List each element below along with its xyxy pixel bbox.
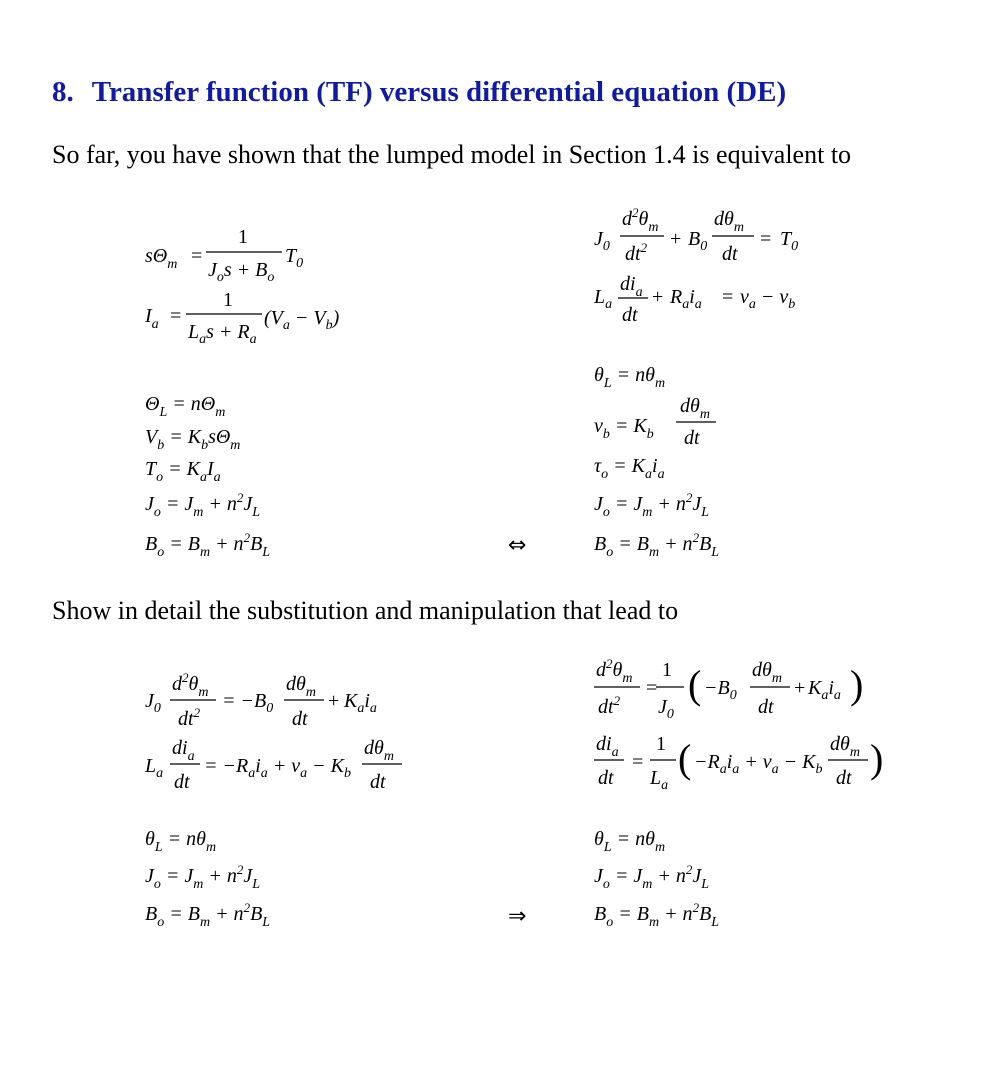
svg-text:): ) <box>870 736 884 781</box>
svg-text:vb = Kb: $v_b = K_b$ <box>594 415 654 442</box>
svg-text:T0: $T_0$ <box>780 228 799 254</box>
svg-text:+: + <box>652 286 664 308</box>
svg-text:La: $L_a$ <box>145 755 164 781</box>
svg-text:To = KaIa: $T_o = K_aI_a$ <box>145 458 221 485</box>
svg-text:dia: $di_a$ <box>620 273 643 300</box>
svg-text:dθm: $d\theta_m$ <box>364 737 394 764</box>
section-number: 8. <box>52 76 74 108</box>
derived-de-right <box>594 656 883 930</box>
svg-text:La: $L_a$ <box>650 767 669 793</box>
svg-text:Jos + Bo: $J_os + B_o$ <box>208 259 275 285</box>
svg-text:dθm: $d\theta_m$ <box>286 673 316 700</box>
svg-text:dia: $di_a$ <box>596 733 619 760</box>
svg-text:τo = Kaia: $\tau_o = K_ai_a$ <box>594 455 665 482</box>
svg-text:=: = <box>191 245 203 267</box>
svg-text:Kaia: $K_ai_a$ <box>808 677 841 703</box>
svg-text:−B0: $-B_0$ <box>704 677 737 703</box>
svg-text:dθm: $d\theta_m$ <box>680 395 710 422</box>
svg-text:dia: $di_a$ <box>172 737 195 764</box>
svg-text:J0: $J_0$ <box>658 696 674 722</box>
svg-text:sΘm: $s\Theta_m$ <box>145 245 178 272</box>
de-relations <box>594 364 719 560</box>
svg-text:= −Raia + va − Kb: = $-R_ai_a + v_a - K_b$ <box>204 755 351 781</box>
svg-text:θL = nθm: $\theta_L = n\theta_m$ <box>145 828 217 855</box>
svg-text:=: = <box>646 677 658 699</box>
svg-text:Ia: $I_a$ <box>145 305 159 332</box>
svg-text:dt: dt <box>174 771 190 793</box>
svg-text:(: ( <box>678 736 692 781</box>
svg-text:dt: dt <box>836 767 852 789</box>
implies-arrow: ⇒ <box>508 904 527 929</box>
svg-text:=: = <box>722 286 734 308</box>
svg-text:va − vb: $v_a - v_b$ <box>740 286 796 312</box>
svg-text:dt: dt <box>722 243 738 265</box>
svg-text:): ) <box>850 662 864 707</box>
svg-text:dt: dt <box>598 767 614 789</box>
svg-text:1: 1 <box>656 733 666 755</box>
svg-text:d2θm: $d^2\theta_m$ <box>172 670 209 700</box>
svg-text:Kaia: $K_ai_a$ <box>344 690 377 716</box>
svg-text:J0: $J_0$ <box>594 228 610 254</box>
svg-text:Jo = Jm + n2JL: $J_o = J_m + n^2J_L$ <box>594 862 710 892</box>
svg-text:1: 1 <box>223 289 233 311</box>
svg-text:d2θm: $d^2\theta_m$ <box>622 205 659 235</box>
svg-text:Raia: $R_ai_a$ <box>670 286 702 312</box>
svg-text:dθm: $d\theta_m$ <box>714 208 744 235</box>
svg-text:dθm: $d\theta_m$ <box>752 659 782 686</box>
svg-text:dθm: $d\theta_m$ <box>830 733 860 760</box>
svg-text:Bo = Bm + n2BL: $B_o = B_m + n^2B_L$ <box>594 530 720 560</box>
svg-text:dt: dt <box>622 304 638 326</box>
svg-text:+: + <box>670 228 682 250</box>
svg-text:T0: $T_0$ <box>285 245 304 271</box>
svg-text:B0: $B_0$ <box>688 228 708 254</box>
svg-text:(Va − Vb): $(V_a - V_b)$ <box>264 307 340 333</box>
svg-text:+: + <box>794 677 806 699</box>
svg-text:Bo = Bm + n2BL: $B_o = B_m + n^2B_L$ <box>594 900 720 930</box>
svg-text:θL = nθm: $\theta_L = n\theta_m$ <box>594 828 666 855</box>
svg-text:dt: dt <box>684 427 700 449</box>
svg-text:Bo = Bm + n2BL: $B_o = B_m + n^2B_L$ <box>145 530 271 560</box>
svg-text:Jo = Jm + n2JL: $J_o = J_m + n^2J_L$ <box>145 862 261 892</box>
svg-text:Las + Ra: $L_as + R_a$ <box>188 321 257 347</box>
svg-text:=: = <box>170 305 182 327</box>
svg-text:+: + <box>328 690 340 712</box>
svg-text:=: = <box>760 228 772 250</box>
svg-text:= −B0: = $-B_0$ <box>222 690 274 716</box>
svg-text:ΘL = nΘm: $\Theta_L = n\Theta_m$ <box>145 393 226 420</box>
svg-text:θL = nθm: $\theta_L = n\theta_m$ <box>594 364 666 391</box>
tf-equations <box>144 226 340 347</box>
de-equations <box>593 205 798 326</box>
svg-text:Bo = Bm + n2BL: $B_o = B_m + n^2B_L$ <box>145 900 271 930</box>
show-paragraph: Show in detail the substitution and manipulation that lead to <box>52 596 679 625</box>
svg-text:1: 1 <box>662 659 672 681</box>
svg-text:1: 1 <box>238 226 248 248</box>
derived-de-left <box>144 670 402 930</box>
svg-text:dt: dt <box>758 696 774 718</box>
svg-text:dt2: $dt^2$ <box>625 240 648 265</box>
intro-paragraph: So far, you have shown that the lumped model in Section 1.4 is equivalent to <box>52 140 852 169</box>
svg-text:Jo = Jm + n2JL: $J_o = J_m + n^2J_L$ <box>145 490 261 520</box>
svg-text:dt: dt <box>292 708 308 730</box>
svg-text:dt2: $dt^2$ <box>178 705 201 730</box>
svg-text:La: $L_a$ <box>594 286 613 312</box>
svg-text:Vb = KbsΘm: $V_b = K_bs\Theta_m$ <box>145 426 241 453</box>
svg-text:dt: dt <box>370 771 386 793</box>
svg-text:Jo = Jm + n2JL: $J_o = J_m + n^2J_L$ <box>594 490 710 520</box>
svg-text:dt2: $dt^2$ <box>598 693 621 718</box>
tf-relations <box>145 393 270 560</box>
svg-text:d2θm: $d^2\theta_m$ <box>596 656 633 686</box>
svg-text:=: = <box>632 751 644 773</box>
section-title-text: Transfer function (TF) versus differential equation (DE) <box>91 76 787 108</box>
svg-text:J0: $J_0$ <box>145 690 161 716</box>
svg-text:(: ( <box>688 662 702 707</box>
equivalence-arrow: ⇔ <box>508 533 527 558</box>
svg-text:−Raia + va − Kb: $-R_ai_a + v_a - K_b$ <box>694 751 823 777</box>
